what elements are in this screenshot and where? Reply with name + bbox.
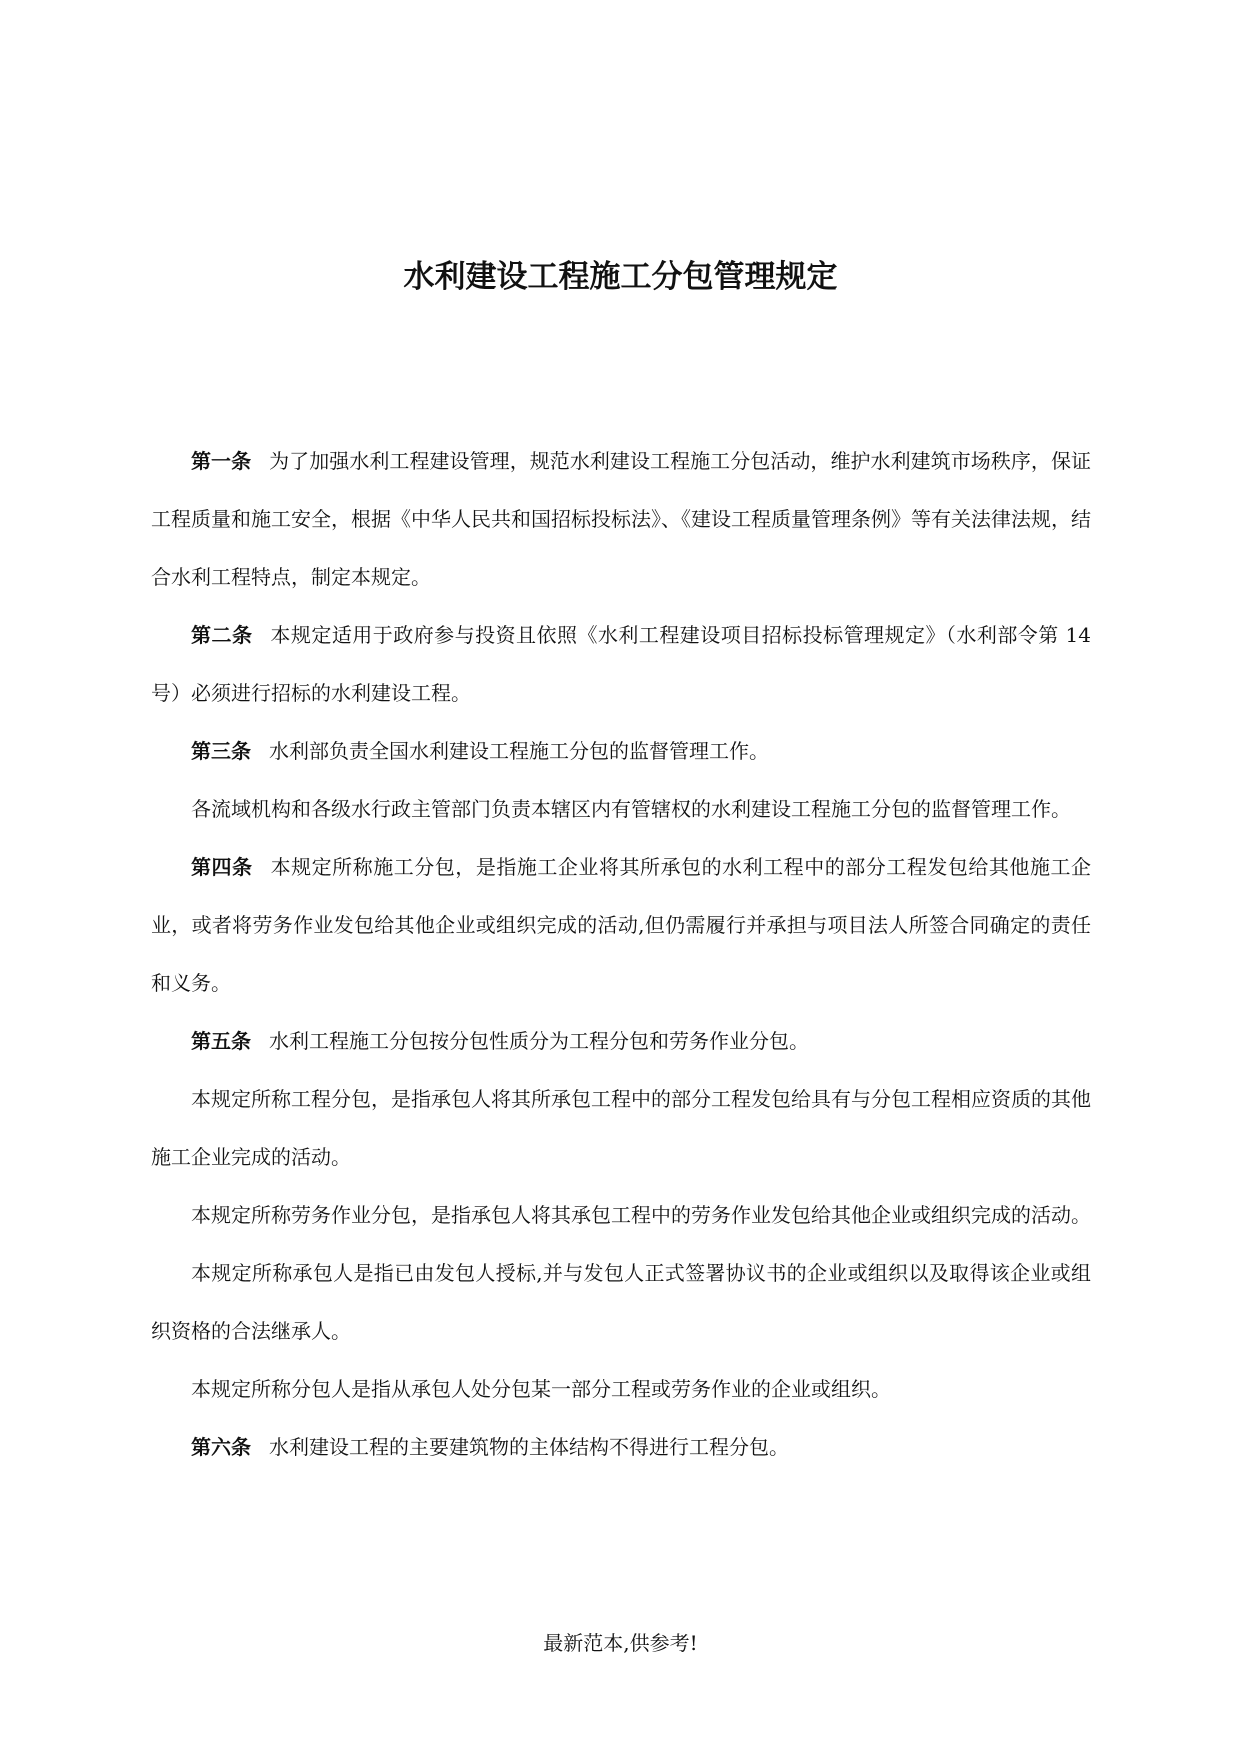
- paragraph-2: [151, 606, 1091, 722]
- paragraph-4: [151, 780, 1091, 838]
- paragraph-text: 本规定所称劳务作业分包，是指承包人将其承包工程中的劳务作业发包给其他企业或组织完成的活动。: [191, 1203, 1091, 1227]
- paragraph-text: 水利建设工程的主要建筑物的主体结构不得进行工程分包。: [269, 1435, 789, 1459]
- paragraph-10: [151, 1360, 1091, 1418]
- article-number: 第二条: [191, 623, 253, 647]
- article-number: 第五条: [191, 1029, 251, 1053]
- paragraph-11: [151, 1418, 1091, 1476]
- paragraph-text: 本规定所称承包人是指已由发包人授标,并与发包人正式签署协议书的企业或组织以及取得该企业或组织资格的合法继承人。: [151, 1261, 1091, 1343]
- document-title: 水利建设工程施工分包管理规定: [403, 259, 838, 295]
- paragraph-text: 本规定所称工程分包，是指承包人将其所承包工程中的部分工程发包给具有与分包工程相应资质的其他施工企业完成的活动。: [151, 1087, 1091, 1169]
- paragraph-text: 水利工程施工分包按分包性质分为工程分包和劳务作业分包。: [269, 1029, 809, 1053]
- paragraph-5: [151, 838, 1091, 1012]
- document-body: [151, 432, 1091, 1476]
- paragraph-9: [151, 1244, 1091, 1360]
- paragraph-text: 各流域机构和各级水行政主管部门负责本辖区内有管辖权的水利建设工程施工分包的监督管理工作。: [191, 797, 1071, 821]
- paragraph-6: [151, 1012, 1091, 1070]
- paragraph-8: [151, 1186, 1091, 1244]
- article-number: 第四条: [191, 855, 253, 879]
- page-footer: 最新范本,供参考!: [543, 1631, 698, 1655]
- paragraph-text: 本规定所称分包人是指从承包人处分包某一部分工程或劳务作业的企业或组织。: [191, 1377, 891, 1401]
- paragraph-1: [151, 432, 1091, 606]
- article-number: 第六条: [191, 1435, 251, 1459]
- paragraph-7: [151, 1070, 1091, 1186]
- article-number: 第三条: [191, 739, 251, 763]
- paragraph-text: 为了加强水利工程建设管理，规范水利建设工程施工分包活动，维护水利建筑市场秩序，保证工程质量和施工安全，根据《中华人民共和国招标投标法》、《建设工程质量管理条例》等有关法律法规，结合水利工程特点，制定本规定。: [151, 449, 1092, 589]
- paragraph-text: 本规定适用于政府参与投资且依照《水利工程建设项目招标投标管理规定》（水利部令第 14 号）必须进行招标的水利建设工程。: [151, 623, 1092, 705]
- paragraph-3: [151, 722, 1091, 780]
- paragraph-text: 本规定所称施工分包，是指施工企业将其所承包的水利工程中的部分工程发包给其他施工企业，或者将劳务作业发包给其他企业或组织完成的活动,但仍需履行并承担与项目法人所签合同确定的责任和义务。: [151, 855, 1092, 995]
- article-number: 第一条: [191, 449, 252, 473]
- paragraph-text: 水利部负责全国水利建设工程施工分包的监督管理工作。: [269, 739, 769, 763]
